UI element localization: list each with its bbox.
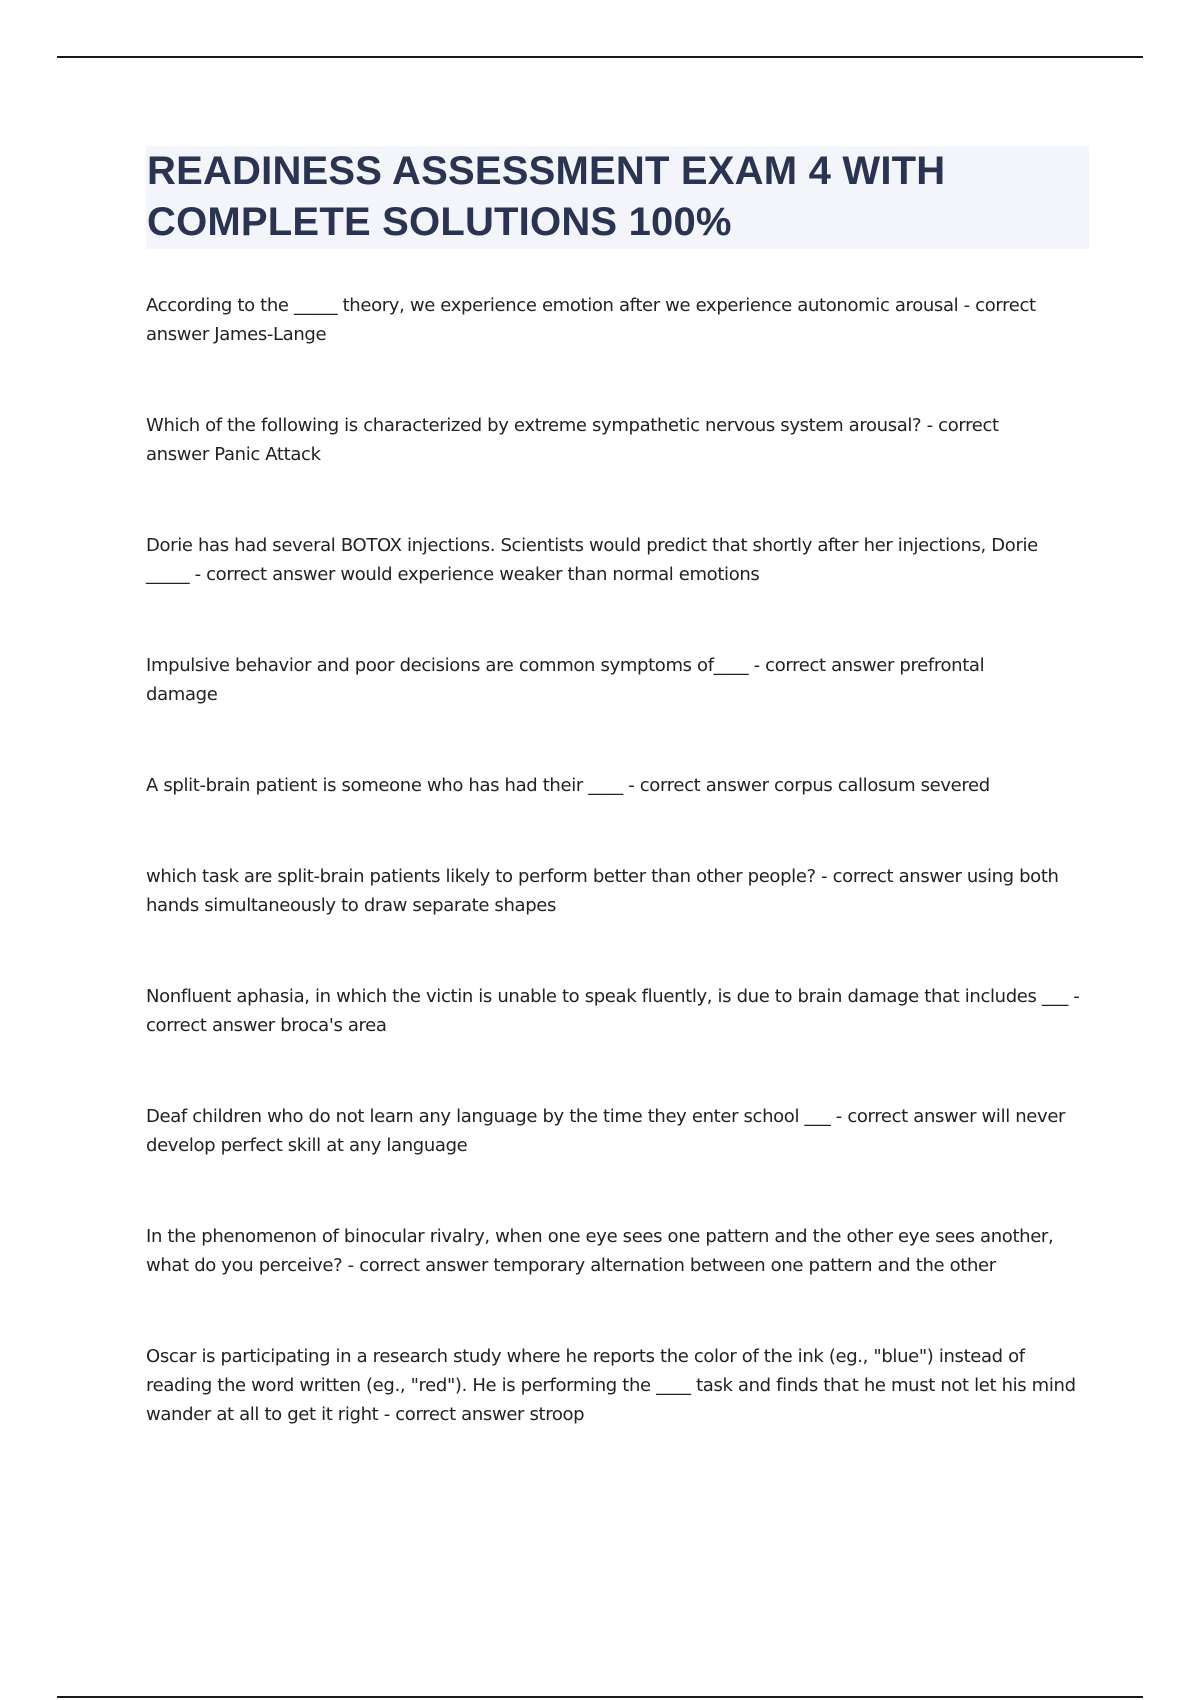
qa-item-4: Impulsive behavior and poor decisions are common symptoms of____ - correct answer prefrontal damage [146, 655, 985, 705]
question-list [146, 291, 1086, 1429]
qa-item-9: In the phenomenon of binocular rivalry, when one eye sees one pattern and the other eye sees another, what do you perceive? - correct answer temporary alternation between one pattern and the other [146, 1226, 1054, 1276]
bottom-rule [57, 1696, 1143, 1698]
qa-item-10: Oscar is participating in a research study where he reports the color of the ink (eg., "blue") instead of reading the word written (eg., "red"). He is performing the ____ task and finds that he must not let his mind wander at all to get it right - correct answer stroop [146, 1346, 1076, 1425]
top-rule [57, 56, 1143, 58]
document-title: READINESS ASSESSMENT EXAM 4 WITH COMPLETE SOLUTIONS 100% [147, 149, 946, 244]
qa-item-1: According to the _____ theory, we experience emotion after we experience autonomic arousal - correct answer James-Lange [146, 295, 1036, 345]
qa-item-5: A split-brain patient is someone who has had their ____ - correct answer corpus callosum severed [146, 775, 990, 796]
qa-item-8: Deaf children who do not learn any language by the time they enter school ___ - correct answer will never develop perfect skill at any language [146, 1106, 1066, 1156]
qa-item-7: Nonfluent aphasia, in which the victin is unable to speak fluently, is due to brain damage that includes ___ - correct answer broca's area [146, 986, 1080, 1036]
qa-item-2: Which of the following is characterized by extreme sympathetic nervous system arousal? - correct answer Panic Attack [146, 415, 999, 465]
qa-item-6: which task are split-brain patients likely to perform better than other people? - correct answer using both hands simultaneously to draw separate shapes [146, 866, 1059, 916]
qa-item-3: Dorie has had several BOTOX injections. Scientists would predict that shortly after her injections, Dorie _____ - correct answer would experience weaker than normal emotions [146, 535, 1038, 585]
title-banner [146, 146, 1089, 249]
